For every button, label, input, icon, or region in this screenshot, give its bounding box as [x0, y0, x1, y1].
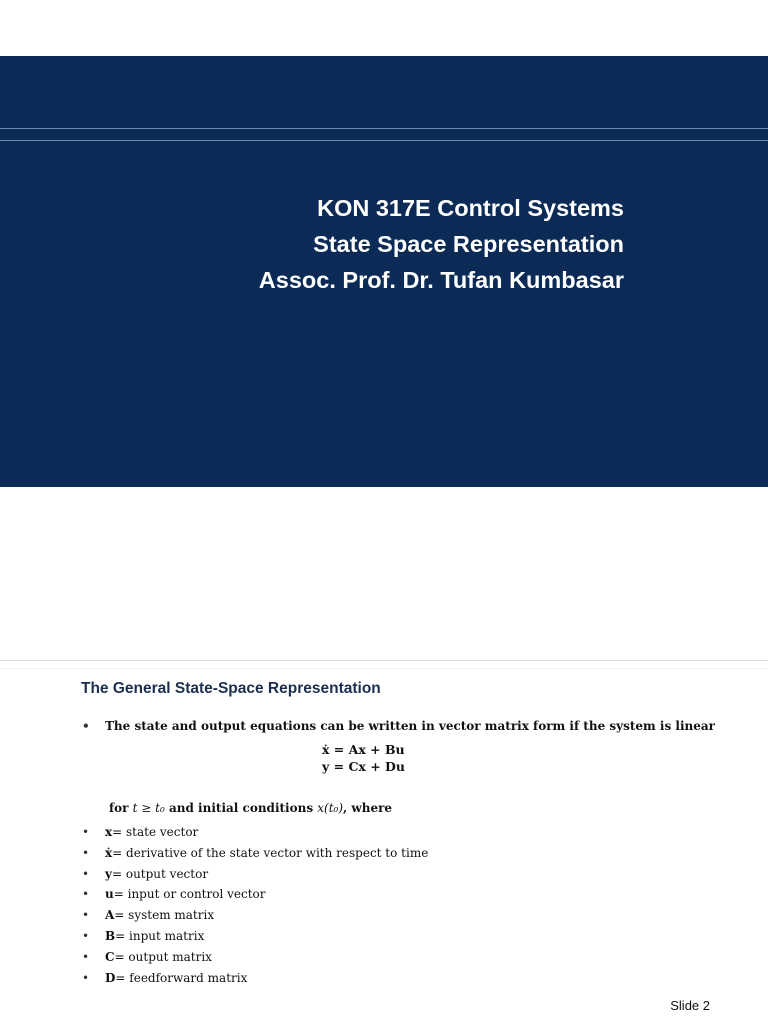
condition-prefix: for	[109, 801, 133, 815]
definition-item	[82, 864, 428, 885]
definition-text: = derivative of the state vector with respect to time	[112, 845, 429, 860]
bullet-icon: •	[82, 825, 90, 839]
lecture-title: State Space Representation	[313, 231, 624, 257]
condition-mid: and initial conditions	[164, 801, 318, 815]
definition-text: = output vector	[111, 866, 209, 881]
initial-condition-line	[109, 801, 392, 815]
definition-symbol: x	[105, 825, 113, 839]
bullet-icon: •	[82, 866, 90, 881]
definition-symbol: ẋ	[105, 845, 113, 860]
bullet-icon: •	[82, 970, 90, 985]
output-equation: y = Cx + Du	[322, 759, 405, 774]
intro-bullet	[82, 718, 715, 734]
definition-text: = state vector	[112, 825, 199, 839]
header-rule-top	[0, 128, 768, 129]
definition-symbol: B	[105, 928, 116, 943]
title-block	[259, 190, 624, 298]
slide-number: Slide 2	[670, 998, 710, 1013]
time-condition: t ≥ t₀	[132, 801, 165, 815]
definition-item	[82, 947, 428, 968]
definition-symbol: D	[105, 970, 116, 985]
initial-condition: x(t₀)	[317, 801, 344, 815]
definition-text: = output matrix	[114, 949, 212, 964]
definition-item	[82, 884, 428, 905]
definition-symbol: y	[105, 866, 112, 881]
bullet-icon: •	[82, 949, 90, 964]
bullet-icon: •	[82, 845, 90, 860]
bullet-icon: •	[82, 887, 90, 902]
state-equation: ẋ = Ax + Bu	[322, 742, 405, 757]
definition-text: = system matrix	[114, 908, 215, 923]
bullet-icon: •	[82, 928, 90, 943]
definition-symbol: u	[105, 887, 114, 902]
course-title: KON 317E Control Systems	[317, 195, 624, 221]
definition-item	[82, 926, 428, 947]
condition-suffix: , where	[343, 801, 393, 815]
instructor-name: Assoc. Prof. Dr. Tufan Kumbasar	[258, 267, 624, 293]
slide-separator-light	[0, 668, 768, 669]
definition-symbol: A	[105, 908, 115, 923]
definition-symbol: C	[105, 949, 115, 964]
intro-text: The state and output equations can be written in vector matrix form if the system is linear	[105, 719, 715, 733]
header-rule-bottom	[0, 140, 768, 141]
definition-item	[82, 968, 428, 989]
definition-text: = input matrix	[115, 928, 205, 943]
slide-separator	[0, 660, 768, 661]
definition-item	[82, 843, 428, 864]
definition-list	[82, 822, 428, 988]
slide-heading: The General State-Space Representation	[81, 680, 381, 697]
definition-item	[82, 822, 428, 843]
definition-item	[82, 905, 428, 926]
bullet-icon: •	[82, 719, 90, 733]
state-equations	[322, 741, 405, 775]
definition-text: = feedforward matrix	[115, 970, 248, 985]
bullet-icon: •	[82, 908, 90, 923]
definition-text: = input or control vector	[113, 887, 266, 902]
